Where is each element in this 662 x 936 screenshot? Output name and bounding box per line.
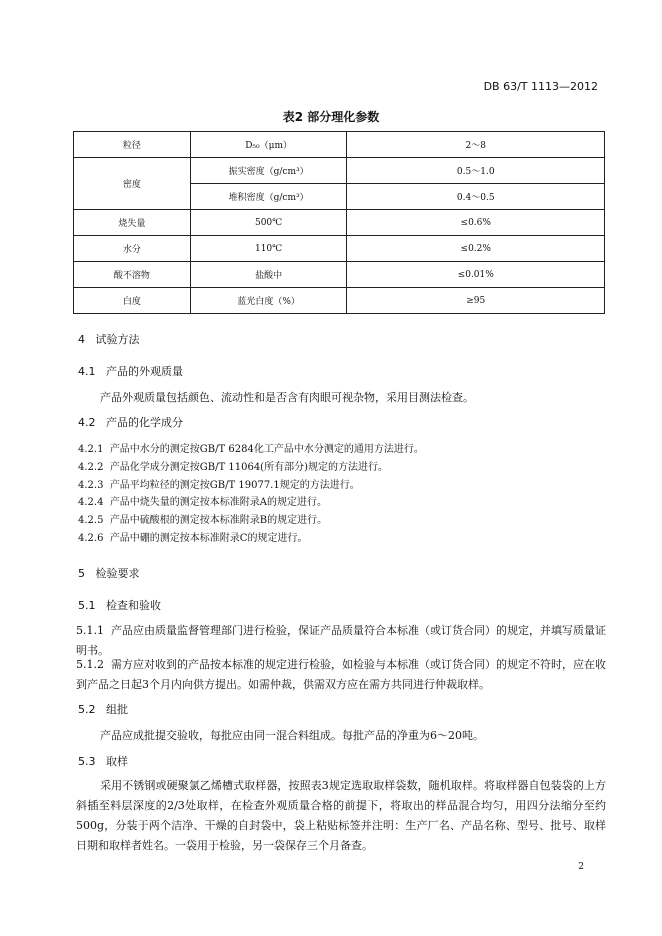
section-number: 4.1	[78, 365, 96, 378]
table-cell: 500℃	[190, 210, 347, 236]
page-number: 2	[578, 862, 584, 872]
table-row	[74, 132, 605, 158]
table-cell: 0.5～1.0	[347, 158, 605, 184]
table-cell: D₅₀（μm）	[190, 132, 347, 158]
item-number: 4.2.1	[78, 444, 104, 455]
section-number: 5.1	[78, 599, 96, 612]
section-number: 5.3	[78, 755, 96, 768]
table-cell: ≤0.2%	[347, 236, 605, 262]
section-heading-4	[78, 331, 140, 347]
list-item	[78, 511, 327, 526]
item-text: 产品化学成分测定按GB/T 11064(所有部分)规定的方法进行。	[109, 462, 388, 473]
table-row	[74, 236, 605, 262]
section-title: 组批	[106, 703, 128, 716]
item-number: 5.1.1	[76, 624, 104, 637]
item-number: 5.1.2	[76, 658, 104, 671]
table-cell: 密度	[74, 158, 191, 210]
item-number: 4.2.2	[78, 462, 104, 473]
list-item	[78, 493, 327, 508]
section-number: 5.2	[78, 703, 96, 716]
item-text: 产品应由质量监督管理部门进行检验，保证产品质量符合本标准（或订货合同）的规定，并填写质量证明书。	[76, 624, 606, 657]
section-heading-5-2	[78, 701, 128, 717]
table-cell: 堆积密度（g/cm³）	[190, 184, 347, 210]
section-title: 检验要求	[95, 567, 140, 580]
section-number: 5	[78, 567, 85, 580]
list-item	[78, 476, 360, 491]
item-text: 产品中烧失量的测定按本标准附录A的规定进行。	[109, 497, 328, 508]
section-title: 取样	[106, 755, 128, 768]
table-cell: 0.4～0.5	[347, 184, 605, 210]
table-cell: 振实密度（g/cm³）	[190, 158, 347, 184]
table-cell: 蓝光白度（%）	[190, 288, 347, 314]
document-code: DB 63/T 1113—2012	[483, 80, 598, 93]
section-4-1-text: 产品外观质量包括颜色、流动性和是否含有肉眼可视杂物，采用目测法检查。	[100, 391, 474, 404]
table-cell: 盐酸中	[190, 262, 347, 288]
table-row	[74, 262, 605, 288]
table-cell: 白度	[74, 288, 191, 314]
paragraph-5-1-2	[76, 655, 606, 695]
table-cell: 110℃	[190, 236, 347, 262]
item-number: 4.2.5	[78, 515, 104, 526]
table-cell: ≤0.6%	[347, 210, 605, 236]
item-text: 产品中硼的测定按本标准附录C的规定进行。	[109, 533, 308, 544]
section-number: 4.2	[78, 416, 96, 429]
table-cell: 水分	[74, 236, 191, 262]
table-cell: ≤0.01%	[347, 262, 605, 288]
section-number: 4	[78, 333, 85, 346]
section-title: 试验方法	[95, 333, 140, 346]
table-row	[74, 288, 605, 314]
item-text: 产品中硫酸根的测定按本标准附录B的规定进行。	[109, 515, 328, 526]
section-heading-5	[78, 565, 140, 581]
table-row	[74, 210, 605, 236]
section-heading-4-2	[78, 414, 183, 430]
table-title: 表2 部分理化参数	[282, 110, 380, 124]
table-cell: 酸不溶物	[74, 262, 191, 288]
item-text: 产品中水分的测定按GB/T 6284化工产品中水分测定的通用方法进行。	[109, 444, 424, 455]
section-5-3-text: 采用不锈钢或硬聚氯乙烯槽式取样器，按照表3规定选取取样袋数，随机取样。将取样器自包装袋的上方斜插至料层深度的2/3处取样，在检查外观质量合格的前提下，将取出的样品混合均匀，用四分法缩分至约500g，分装于两个洁净、干燥的自封袋中，袋上粘贴标签并注明：生产厂名、产品名称、型号、批号、取样日期和取样者姓名。一袋用于检验，另一袋保存三个月备查。	[76, 779, 606, 852]
section-title: 产品的化学成分	[106, 416, 183, 429]
table-row	[74, 158, 605, 184]
list-item	[78, 458, 388, 473]
section-heading-4-1	[78, 363, 183, 379]
list-item	[78, 529, 307, 544]
section-heading-5-1	[78, 597, 161, 613]
properties-table	[73, 131, 605, 314]
section-heading-5-3	[78, 753, 128, 769]
table-cell: 烧失量	[74, 210, 191, 236]
section-title: 检查和验收	[106, 599, 161, 612]
table-cell: 2～8	[347, 132, 605, 158]
item-number: 4.2.6	[78, 533, 104, 544]
item-text: 需方应对收到的产品按本标准的规定进行检验，如检验与本标准（或订货合同）的规定不符时，应在收到产品之日起3个月内向供方提出。如需仲裁，供需双方应在需方共同进行仲裁取样。	[76, 658, 606, 691]
section-5-2-text: 产品应成批提交验收，每批应由同一混合料组成。每批产品的净重为6～20吨。	[100, 729, 484, 742]
table-cell: ≥95	[347, 288, 605, 314]
table-cell: 粒径	[74, 132, 191, 158]
item-number: 4.2.4	[78, 497, 104, 508]
list-item	[78, 440, 424, 455]
item-text: 产品平均粒径的测定按GB/T 19077.1规定的方法进行。	[109, 480, 360, 491]
item-number: 4.2.3	[78, 480, 104, 491]
section-title: 产品的外观质量	[106, 365, 183, 378]
